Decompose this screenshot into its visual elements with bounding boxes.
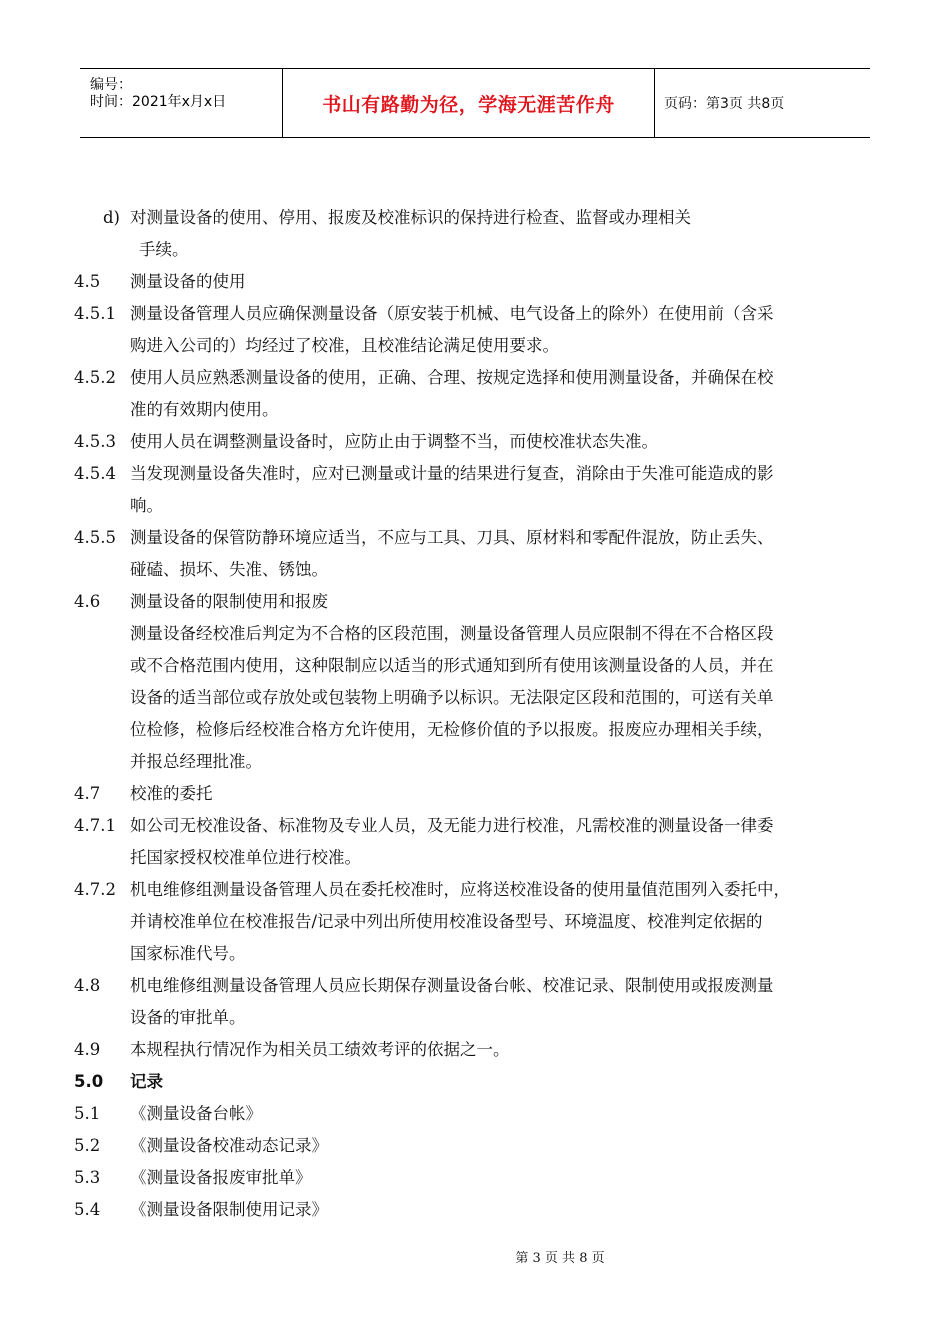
section-5-4-number: 5.4 <box>74 1200 101 1219</box>
section-4-7-1-number: 4.7.1 <box>74 816 116 835</box>
section-4-6-line5: 并报总经理批准。 <box>130 752 262 771</box>
section-4-7-2-number: 4.7.2 <box>74 880 116 899</box>
section-4-6-line3: 设备的适当部位或存放处或包装物上明确予以标识。无法限定区段和范围的，可送有关单 <box>130 688 774 707</box>
section-4-5-title: 测量设备的使用 <box>130 272 246 291</box>
section-4-5-number: 4.5 <box>74 272 101 291</box>
section-5-2-title: 《测量设备校准动态记录》 <box>130 1136 328 1155</box>
section-5-1-title: 《测量设备台帐》 <box>130 1104 262 1123</box>
section-4-5-4-number: 4.5.4 <box>74 464 116 483</box>
section-4-5-4-line1: 当发现测量设备失准时，应对已测量或计量的结果进行复查，消除由于失准可能造成的影 <box>130 464 774 483</box>
section-4-9-number: 4.9 <box>74 1040 101 1059</box>
header-motto: 书山有路勤为径，学海无涯苦作舟 <box>322 93 615 116</box>
section-4-7-title: 校准的委托 <box>130 784 213 803</box>
item-d-line2: 手续。 <box>139 240 189 259</box>
section-4-8-number: 4.8 <box>74 976 101 995</box>
section-5-2-number: 5.2 <box>74 1136 101 1155</box>
section-4-7-2-line3: 国家标准代号。 <box>130 944 246 963</box>
section-4-7-2-line2: 并请校准单位在校准报告/记录中列出所使用校准设备型号、环境温度、校准判定依据的 <box>130 912 763 931</box>
section-4-5-5-number: 4.5.5 <box>74 528 116 547</box>
section-4-5-3-number: 4.5.3 <box>74 432 116 451</box>
section-5-3-number: 5.3 <box>74 1168 101 1187</box>
section-5-0-number: 5.0 <box>74 1072 104 1091</box>
header-page-code: 页码：第3页 共8页 <box>664 96 785 112</box>
section-4-5-3-line1: 使用人员在调整测量设备时，应防止由于调整不当，而使校准状态失准。 <box>130 432 658 451</box>
section-4-5-1-line1: 测量设备管理人员应确保测量设备（原安装于机械、电气设备上的除外）在使用前（含采 <box>130 304 774 323</box>
section-4-6-line2: 或不合格范围内使用，这种限制应以适当的形式通知到所有使用该测量设备的人员，并在 <box>130 656 774 675</box>
section-5-4-title: 《测量设备限制使用记录》 <box>130 1200 328 1219</box>
footer-page-number: 第 3 页 共 8 页 <box>515 1251 605 1266</box>
section-4-6-title: 测量设备的限制使用和报废 <box>130 592 328 611</box>
section-4-7-2-line1: 机电维修组测量设备管理人员在委托校准时，应将送校准设备的使用量值范围列入委托中， <box>130 880 790 899</box>
section-4-7-number: 4.7 <box>74 784 101 803</box>
header-number-label: 编号： <box>90 77 132 93</box>
item-d-line1: 对测量设备的使用、停用、报废及校准标识的保持进行检查、监督或办理相关 <box>130 208 691 227</box>
section-4-8-line2: 设备的审批单。 <box>130 1008 246 1027</box>
section-4-5-5-line1: 测量设备的保管防静环境应适当，不应与工具、刀具、原材料和零配件混放，防止丢失、 <box>130 528 774 547</box>
section-4-8-line1: 机电维修组测量设备管理人员应长期保存测量设备台帐、校准记录、限制使用或报废测量 <box>130 976 774 995</box>
section-4-7-1-line1: 如公司无校准设备、标准物及专业人员，及无能力进行校准，凡需校准的测量设备一律委 <box>130 816 774 835</box>
item-d-label: d) <box>103 208 120 227</box>
section-4-6-line4: 位检修，检修后经校准合格方允许使用，无检修价值的予以报废。报废应办理相关手续， <box>130 720 774 739</box>
section-4-5-5-line2: 碰磕、损坏、失准、锈蚀。 <box>130 560 328 579</box>
section-5-0-title: 记录 <box>130 1072 163 1091</box>
section-4-5-2-line2: 准的有效期内使用。 <box>130 400 279 419</box>
section-5-1-number: 5.1 <box>74 1104 101 1123</box>
page-footer <box>0 1247 950 1266</box>
section-4-5-4-line2: 响。 <box>130 496 163 515</box>
section-4-5-2-number: 4.5.2 <box>74 368 116 387</box>
section-4-5-1-number: 4.5.1 <box>74 304 116 323</box>
section-4-9-line1: 本规程执行情况作为相关员工绩效考评的依据之一。 <box>130 1040 510 1059</box>
section-5-3-title: 《测量设备报废审批单》 <box>130 1168 312 1187</box>
section-4-6-number: 4.6 <box>74 592 101 611</box>
section-4-7-1-line2: 托国家授权校准单位进行校准。 <box>130 848 361 867</box>
section-4-5-1-line2: 购进入公司的）均经过了校准，且校准结论满足使用要求。 <box>130 336 559 355</box>
section-4-5-2-line1: 使用人员应熟悉测量设备的使用，正确、合理、按规定选择和使用测量设备，并确保在校 <box>130 368 774 387</box>
header-date: 时间：2021年x月x日 <box>90 94 227 110</box>
section-4-6-line1: 测量设备经校准后判定为不合格的区段范围，测量设备管理人员应限制不得在不合格区段 <box>130 624 774 643</box>
